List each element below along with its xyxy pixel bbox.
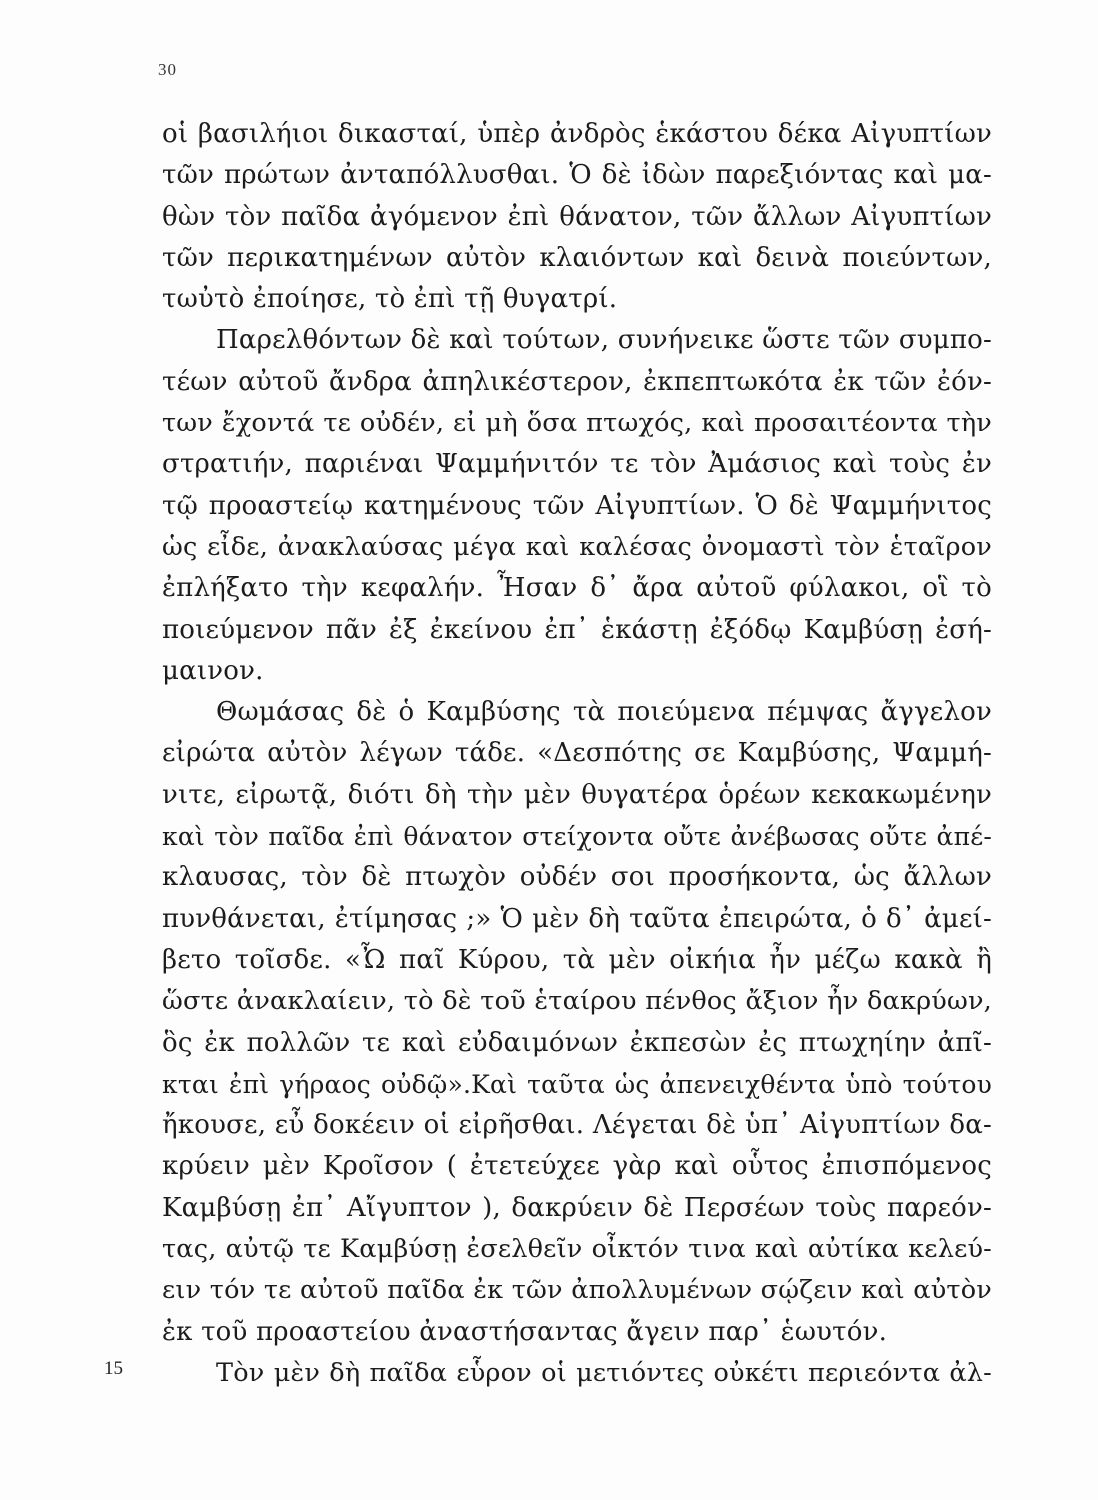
- text-line: ἐκ τοῦ προαστείου ἀναστήσαντας ἄγειν παρ᾽ ἑωυτόν.: [162, 1316, 888, 1347]
- text-line: Καμβύσῃ ἐπ᾽ Αἴγυπτον ), δακρύειν δὲ Περσέων τοὺς παρεόν-: [162, 1192, 992, 1223]
- text-line: θὼν τὸν παῖδα ἀγόμενον ἐπὶ θάνατον, τῶν ἄλλων Αἰγυπτίων: [162, 201, 992, 232]
- text-line: βετο τοῖσδε. «Ὦ παῖ Κύρου, τὰ μὲν οἰκήια ἦν μέζω κακὰ ἢ: [162, 944, 992, 975]
- text-line: κται ἐπὶ γήραος οὐδῷ».Καὶ ταῦτα ὡς ἀπενειχθέντα ὑπὸ τούτου: [162, 1069, 992, 1099]
- text-line: κρύειν μὲν Κροῖσον ( ἐτετεύχεε γὰρ καὶ οὗτος ἐπισπόμενος: [162, 1151, 992, 1182]
- text-line: κλαυσας, τὸν δὲ πτωχὸν οὐδέν σοι προσήκοντα, ὡς ἄλλων: [162, 862, 992, 893]
- text-line: πυνθάνεται, ἐτίμησας ;» Ὁ μὲν δὴ ταῦτα ἐπειρώτα, ὁ δ᾽ ἀμεί-: [162, 903, 992, 934]
- text-line: νιτε, εἰρωτᾷ, διότι δὴ τὴν μὲν θυγατέρα ὁρέων κεκακωμένην: [162, 779, 992, 810]
- text-line: εἰρώτα αὐτὸν λέγων τάδε. «Δεσπότης σε Καμβύσης, Ψαμμή-: [162, 738, 992, 769]
- text-line: ἤκουσε, εὖ δοκέειν οἱ εἰρῆσθαι. Λέγεται δὲ ὑπ᾽ Αἰγυπτίων δα-: [162, 1110, 992, 1141]
- text-line: Τὸν μὲν δὴ παῖδα εὗρον οἱ μετιόντες οὐκέτι περιεόντα ἀλ-: [216, 1357, 992, 1388]
- text-line: ὃς ἐκ πολλῶν τε καὶ εὐδαιμόνων ἐκπεσὼν ἐς πτωχηίην ἀπῖ-: [162, 1027, 992, 1058]
- text-line: των ἔχοντά τε οὐδέν, εἰ μὴ ὅσα πτωχός, καὶ προσαιτέοντα τὴν: [162, 408, 992, 439]
- text-line: ἐπλήξατο τὴν κεφαλήν. Ἦσαν δ᾽ ἄρα αὐτοῦ φύλακοι, οἳ τὸ: [162, 573, 992, 604]
- text-line: τέων αὐτοῦ ἄνδρα ἀπηλικέστερον, ἐκπεπτωκότα ἐκ τῶν ἐόν-: [162, 366, 992, 397]
- text-line: τῶν πρώτων ἀνταπόλλυσθαι. Ὁ δὲ ἰδὼν παρεξιόντας καὶ μα-: [162, 160, 992, 191]
- text-line: οἱ βασιλήιοι δικασταί, ὑπὲρ ἀνδρὸς ἑκάστου δέκα Αἰγυπτίων: [162, 119, 992, 149]
- text-line: τωὐτὸ ἐποίησε, τὸ ἐπὶ τῇ θυγατρί.: [162, 284, 618, 315]
- text-line: τῶν περικατημένων αὐτὸν κλαιόντων καὶ δεινὰ ποιεύντων,: [162, 242, 992, 273]
- text-line: μαινον.: [162, 655, 264, 686]
- text-line: ὥστε ἀνακλαίειν, τὸ δὲ τοῦ ἑταίρου πένθος ἄξιον ἦν δακρύων,: [162, 986, 992, 1017]
- text-line: ὡς εἶδε, ἀνακλαύσας μέγα καὶ καλέσας ὀνομαστὶ τὸν ἑταῖρον: [162, 531, 992, 562]
- page-number: 30: [158, 60, 177, 79]
- margin-line-number: 15: [104, 1358, 123, 1379]
- text-line: στρατιήν, παριέναι Ψαμμήνιτόν τε τὸν Ἀμάσιος καὶ τοὺς ἐν: [162, 449, 992, 480]
- body-text: [162, 114, 992, 1394]
- text-line: τας, αὐτῷ τε Καμβύσῃ ἐσελθεῖν οἶκτόν τινα καὶ αὐτίκα κελεύ-: [162, 1234, 992, 1265]
- text-line: Θωμάσας δὲ ὁ Καμβύσης τὰ ποιεύμενα πέμψας ἄγγελον: [216, 697, 992, 728]
- text-line: καὶ τὸν παῖδα ἐπὶ θάνατον στείχοντα οὔτε ἀνέβωσας οὔτε ἀπέ-: [162, 822, 992, 852]
- text-line: ειν τόν τε αὐτοῦ παῖδα ἐκ τῶν ἀπολλυμένων σῴζειν καὶ αὐτὸν: [162, 1275, 992, 1306]
- text-line: ποιεύμενον πᾶν ἐξ ἐκείνου ἐπ᾽ ἑκάστῃ ἐξόδῳ Καμβύσῃ ἐσή-: [162, 614, 992, 645]
- text-line: Παρελθόντων δὲ καὶ τούτων, συνήνεικε ὥστε τῶν συμπο-: [216, 325, 992, 356]
- text-line: τῷ προαστείῳ κατημένους τῶν Αἰγυπτίων. Ὁ δὲ Ψαμμήνιτος: [162, 490, 992, 521]
